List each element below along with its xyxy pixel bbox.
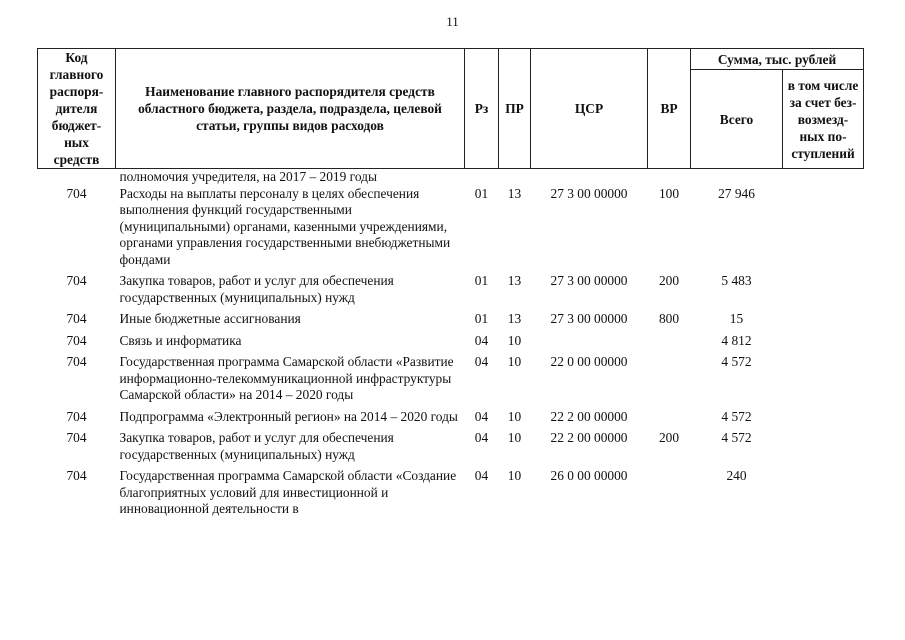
cell-free [783, 273, 864, 311]
header-sum-group: Сумма, тыс. рублей [691, 49, 864, 70]
cell-pr: 10 [507, 354, 522, 369]
cell-code: 704 [66, 332, 87, 348]
cell-csr: 22 2 00 00000 [550, 408, 628, 424]
cell-rz: 04 [474, 354, 489, 369]
table-row [38, 333, 864, 355]
cell-csr: 27 3 00 00000 [550, 273, 628, 288]
cell-total: 240 [726, 468, 747, 483]
continuation-text: полномочия учредителя, на 2017 – 2019 годы [119, 169, 377, 184]
cell-rz: 01 [474, 273, 489, 288]
cell-code: 704 [66, 185, 87, 201]
continuation-row [38, 169, 864, 186]
cell-vr: 100 [658, 185, 680, 201]
cell-name: Связь и информатика [119, 332, 242, 348]
header-rz: Рз [465, 49, 499, 169]
header-vr: ВР [648, 49, 691, 169]
cell-total: 4 572 [721, 408, 752, 424]
cell-total: 4 812 [721, 332, 752, 348]
cell-pr: 10 [507, 468, 522, 483]
table-row [38, 354, 864, 409]
cell-vr: 200 [658, 273, 680, 288]
cell-free [783, 311, 864, 333]
cell-vr [648, 333, 691, 355]
cell-pr: 10 [507, 332, 522, 348]
cell-name: Закупка товаров, работ и услуг для обеспечения государственных (муниципальных) нужд [119, 273, 394, 305]
header-free: в том числе за счет без- возмезд- ных по- ступлений [783, 70, 864, 169]
cell-vr [648, 409, 691, 431]
cell-free [783, 186, 864, 274]
cell-total: 27 946 [718, 185, 755, 201]
cell-pr: 13 [507, 185, 522, 201]
cell-vr [648, 354, 691, 409]
cell-total: 5 483 [721, 273, 752, 288]
budget-table [37, 48, 864, 523]
cell-rz: 04 [474, 430, 489, 445]
cell-code: 704 [66, 408, 87, 424]
cell-rz: 04 [474, 468, 489, 483]
cell-code: 704 [66, 468, 87, 483]
header-pr: ПР [499, 49, 531, 169]
cell-pr: 13 [507, 311, 522, 326]
cell-csr: 27 3 00 00000 [550, 185, 628, 201]
table-body [38, 169, 864, 523]
cell-rz: 04 [474, 332, 489, 348]
cell-pr: 10 [507, 408, 522, 424]
table-header [38, 49, 864, 169]
cell-name: Государственная программа Самарской области «Развитие информационно-телекоммуникационной инфраструктуры Самарской области» на 2014 – 2020 годы [119, 354, 454, 402]
cell-rz: 04 [474, 408, 489, 424]
table-row [38, 409, 864, 431]
cell-code: 704 [66, 430, 87, 445]
cell-pr: 13 [507, 273, 522, 288]
cell-code: 704 [66, 311, 87, 326]
cell-rz: 01 [474, 185, 489, 201]
cell-name: Иные бюджетные ассигнования [119, 311, 301, 326]
cell-name: Подпрограмма «Электронный регион» на 2014 – 2020 годы [119, 408, 458, 424]
cell-total: 4 572 [721, 430, 752, 445]
table-row [38, 273, 864, 311]
cell-vr: 800 [658, 311, 680, 326]
cell-total: 4 572 [721, 354, 752, 369]
cell-name: Государственная программа Самарской области «Создание благоприятных условий для инвестиционной и инновационной деятельности в [119, 468, 457, 516]
table-row [38, 186, 864, 274]
table-row [38, 468, 864, 523]
cell-vr [648, 468, 691, 523]
header-name: Наименование главного распорядителя средств областного бюджета, раздела, подраздела, целевой статьи, группы видов расходов [116, 49, 465, 169]
table-row [38, 430, 864, 468]
cell-csr [531, 333, 648, 355]
cell-free [783, 409, 864, 431]
cell-csr: 22 0 00 00000 [550, 354, 628, 369]
cell-name: Закупка товаров, работ и услуг для обеспечения государственных (муниципальных) нужд [119, 430, 394, 462]
header-code: Код главного распоря- дителя бюджет- ных средств [38, 49, 116, 169]
cell-csr: 22 2 00 00000 [550, 430, 628, 445]
cell-free [783, 354, 864, 409]
cell-free [783, 430, 864, 468]
header-csr: ЦСР [531, 49, 648, 169]
cell-csr: 26 0 00 00000 [550, 468, 628, 483]
cell-rz: 01 [474, 311, 489, 326]
table-row [38, 311, 864, 333]
cell-code: 704 [66, 273, 87, 288]
cell-pr: 10 [507, 430, 522, 445]
cell-vr: 200 [658, 430, 680, 445]
cell-code: 704 [66, 354, 87, 369]
header-total: Всего [691, 70, 783, 169]
cell-total: 15 [729, 311, 744, 326]
cell-free [783, 333, 864, 355]
cell-free [783, 468, 864, 523]
cell-csr: 27 3 00 00000 [550, 311, 628, 326]
page-number: 11 [446, 14, 459, 29]
cell-name: Расходы на выплаты персоналу в целях обеспечения выполнения функций государственными (муниципальными) органами, казенными учреждениями, органами управления государственными внебюджетными фондами [119, 185, 451, 267]
